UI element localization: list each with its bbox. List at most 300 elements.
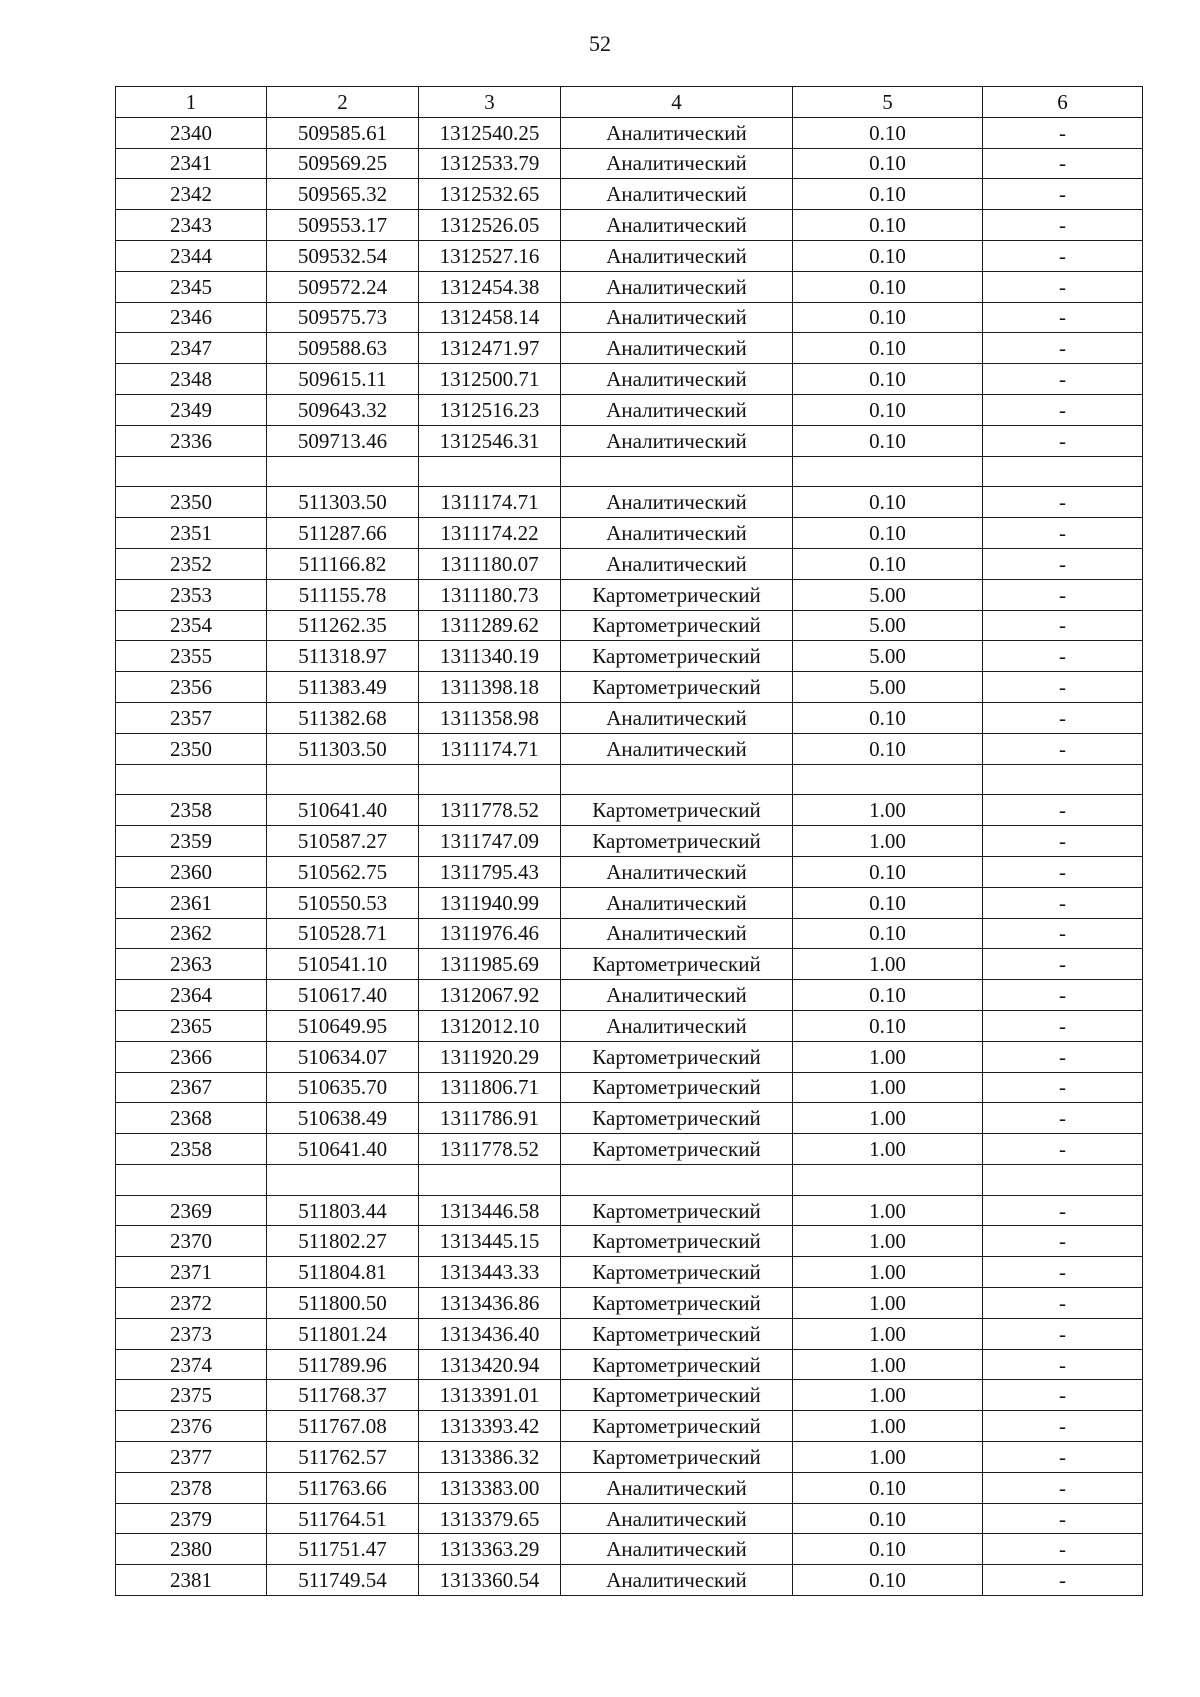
point-number-cell: 2365: [116, 1010, 267, 1041]
method-cell: Картометрический: [561, 1103, 793, 1134]
point-number-cell: 2344: [116, 240, 267, 271]
column-header: 5: [793, 87, 983, 118]
table-row: [116, 1134, 1143, 1165]
method-cell: Картометрический: [561, 949, 793, 980]
y-coordinate-cell: 1311976.46: [419, 918, 561, 949]
point-number-cell: 2336: [116, 425, 267, 456]
method-cell: Картометрический: [561, 1442, 793, 1473]
table-row: [116, 1010, 1143, 1041]
table-header-row: [116, 87, 1143, 118]
point-number-cell: 2341: [116, 148, 267, 179]
accuracy-cell: 0.10: [793, 548, 983, 579]
method-cell: Аналитический: [561, 980, 793, 1011]
table-row: [116, 1565, 1143, 1596]
note-cell: -: [983, 271, 1143, 302]
method-cell: Картометрический: [561, 1380, 793, 1411]
point-number-cell: 2350: [116, 733, 267, 764]
y-coordinate-cell: 1311747.09: [419, 826, 561, 857]
x-coordinate-cell: 511804.81: [267, 1257, 419, 1288]
accuracy-cell: 0.10: [793, 425, 983, 456]
y-coordinate-cell: 1312532.65: [419, 179, 561, 210]
table-row: [116, 733, 1143, 764]
point-number-cell: 2356: [116, 672, 267, 703]
note-cell: -: [983, 179, 1143, 210]
accuracy-cell: 0.10: [793, 1565, 983, 1596]
y-coordinate-cell: 1311358.98: [419, 702, 561, 733]
y-coordinate-cell: 1311786.91: [419, 1103, 561, 1134]
note-cell: -: [983, 795, 1143, 826]
table-row: [116, 518, 1143, 549]
table-row: [116, 425, 1143, 456]
x-coordinate-cell: 509532.54: [267, 240, 419, 271]
y-coordinate-cell: 1312516.23: [419, 394, 561, 425]
point-number-cell: 2378: [116, 1472, 267, 1503]
table-row: [116, 210, 1143, 241]
method-cell: Картометрический: [561, 1195, 793, 1226]
x-coordinate-cell: 509643.32: [267, 394, 419, 425]
x-coordinate-cell: 509572.24: [267, 271, 419, 302]
y-coordinate-cell: 1313393.42: [419, 1411, 561, 1442]
note-cell: -: [983, 1072, 1143, 1103]
table-row: [116, 702, 1143, 733]
x-coordinate-cell: 511287.66: [267, 518, 419, 549]
point-number-cell: 2358: [116, 795, 267, 826]
method-cell: Аналитический: [561, 179, 793, 210]
note-cell: -: [983, 1534, 1143, 1565]
table-row: [116, 1349, 1143, 1380]
method-cell: Картометрический: [561, 672, 793, 703]
point-number-cell: 2357: [116, 702, 267, 733]
table-row: [116, 117, 1143, 148]
table-row: [116, 949, 1143, 980]
x-coordinate-cell: [267, 1164, 419, 1195]
method-cell: Аналитический: [561, 302, 793, 333]
accuracy-cell: 1.00: [793, 1195, 983, 1226]
accuracy-cell: 0.10: [793, 179, 983, 210]
table-row: [116, 826, 1143, 857]
y-coordinate-cell: 1312533.79: [419, 148, 561, 179]
y-coordinate-cell: 1313363.29: [419, 1534, 561, 1565]
method-cell: Аналитический: [561, 1565, 793, 1596]
point-number-cell: [116, 764, 267, 795]
y-coordinate-cell: 1311398.18: [419, 672, 561, 703]
accuracy-cell: 0.10: [793, 1534, 983, 1565]
x-coordinate-cell: 510541.10: [267, 949, 419, 980]
x-coordinate-cell: 510649.95: [267, 1010, 419, 1041]
point-number-cell: 2367: [116, 1072, 267, 1103]
table-row: [116, 1072, 1143, 1103]
x-coordinate-cell: 509713.46: [267, 425, 419, 456]
x-coordinate-cell: 511768.37: [267, 1380, 419, 1411]
y-coordinate-cell: 1311940.99: [419, 887, 561, 918]
point-number-cell: 2369: [116, 1195, 267, 1226]
point-number-cell: 2346: [116, 302, 267, 333]
table-row: [116, 1472, 1143, 1503]
method-cell: Аналитический: [561, 148, 793, 179]
method-cell: Аналитический: [561, 918, 793, 949]
note-cell: -: [983, 887, 1143, 918]
x-coordinate-cell: 511801.24: [267, 1318, 419, 1349]
y-coordinate-cell: 1313445.15: [419, 1226, 561, 1257]
method-cell: Аналитический: [561, 733, 793, 764]
accuracy-cell: 0.10: [793, 1503, 983, 1534]
note-cell: -: [983, 1442, 1143, 1473]
point-number-cell: 2345: [116, 271, 267, 302]
note-cell: -: [983, 641, 1143, 672]
point-number-cell: 2381: [116, 1565, 267, 1596]
y-coordinate-cell: 1313436.40: [419, 1318, 561, 1349]
method-cell: Аналитический: [561, 271, 793, 302]
point-number-cell: 2358: [116, 1134, 267, 1165]
accuracy-cell: 1.00: [793, 1072, 983, 1103]
x-coordinate-cell: 511749.54: [267, 1565, 419, 1596]
y-coordinate-cell: 1312012.10: [419, 1010, 561, 1041]
table-row: [116, 364, 1143, 395]
note-cell: -: [983, 240, 1143, 271]
x-coordinate-cell: 511318.97: [267, 641, 419, 672]
method-cell: Аналитический: [561, 548, 793, 579]
point-number-cell: [116, 1164, 267, 1195]
y-coordinate-cell: 1313379.65: [419, 1503, 561, 1534]
point-number-cell: 2350: [116, 487, 267, 518]
note-cell: [983, 764, 1143, 795]
method-cell: Картометрический: [561, 1411, 793, 1442]
note-cell: -: [983, 1226, 1143, 1257]
table-row: [116, 1195, 1143, 1226]
point-number-cell: 2371: [116, 1257, 267, 1288]
point-number-cell: 2342: [116, 179, 267, 210]
method-cell: Картометрический: [561, 795, 793, 826]
y-coordinate-cell: 1312458.14: [419, 302, 561, 333]
column-header: 2: [267, 87, 419, 118]
point-number-cell: 2349: [116, 394, 267, 425]
y-coordinate-cell: 1312540.25: [419, 117, 561, 148]
method-cell: Картометрический: [561, 579, 793, 610]
note-cell: -: [983, 1565, 1143, 1596]
method-cell: Аналитический: [561, 394, 793, 425]
note-cell: -: [983, 1257, 1143, 1288]
accuracy-cell: 0.10: [793, 240, 983, 271]
accuracy-cell: 0.10: [793, 394, 983, 425]
y-coordinate-cell: 1313446.58: [419, 1195, 561, 1226]
y-coordinate-cell: 1311778.52: [419, 1134, 561, 1165]
note-cell: -: [983, 333, 1143, 364]
y-coordinate-cell: 1313420.94: [419, 1349, 561, 1380]
accuracy-cell: 1.00: [793, 1349, 983, 1380]
x-coordinate-cell: 511303.50: [267, 487, 419, 518]
table-body: [116, 117, 1143, 1595]
page-number: 52: [589, 31, 611, 56]
table-row: [116, 856, 1143, 887]
x-coordinate-cell: 511802.27: [267, 1226, 419, 1257]
method-cell: [561, 764, 793, 795]
x-coordinate-cell: [267, 764, 419, 795]
x-coordinate-cell: 510635.70: [267, 1072, 419, 1103]
x-coordinate-cell: 510528.71: [267, 918, 419, 949]
x-coordinate-cell: 511764.51: [267, 1503, 419, 1534]
x-coordinate-cell: 511166.82: [267, 548, 419, 579]
note-cell: -: [983, 1134, 1143, 1165]
x-coordinate-cell: 511303.50: [267, 733, 419, 764]
accuracy-cell: 1.00: [793, 1288, 983, 1319]
point-number-cell: 2380: [116, 1534, 267, 1565]
note-cell: -: [983, 148, 1143, 179]
note-cell: -: [983, 1411, 1143, 1442]
note-cell: -: [983, 579, 1143, 610]
note-cell: -: [983, 672, 1143, 703]
method-cell: Аналитический: [561, 117, 793, 148]
y-coordinate-cell: 1311778.52: [419, 795, 561, 826]
point-number-cell: 2343: [116, 210, 267, 241]
note-cell: -: [983, 1349, 1143, 1380]
table-row: [116, 795, 1143, 826]
table-row: [116, 148, 1143, 179]
x-coordinate-cell: 511789.96: [267, 1349, 419, 1380]
method-cell: Аналитический: [561, 333, 793, 364]
accuracy-cell: 0.10: [793, 148, 983, 179]
column-header: 1: [116, 87, 267, 118]
note-cell: -: [983, 1103, 1143, 1134]
accuracy-cell: 1.00: [793, 1134, 983, 1165]
method-cell: Картометрический: [561, 641, 793, 672]
method-cell: Аналитический: [561, 1472, 793, 1503]
y-coordinate-cell: 1311985.69: [419, 949, 561, 980]
note-cell: -: [983, 364, 1143, 395]
y-coordinate-cell: 1311806.71: [419, 1072, 561, 1103]
accuracy-cell: 1.00: [793, 826, 983, 857]
y-coordinate-cell: 1311795.43: [419, 856, 561, 887]
table-row: [116, 1380, 1143, 1411]
note-cell: -: [983, 1195, 1143, 1226]
point-number-cell: 2379: [116, 1503, 267, 1534]
table-row: [116, 487, 1143, 518]
table-row: [116, 1534, 1143, 1565]
table-row: [116, 1041, 1143, 1072]
y-coordinate-cell: 1313443.33: [419, 1257, 561, 1288]
note-cell: -: [983, 1288, 1143, 1319]
point-number-cell: 2362: [116, 918, 267, 949]
point-number-cell: 2347: [116, 333, 267, 364]
accuracy-cell: 1.00: [793, 1103, 983, 1134]
y-coordinate-cell: 1312526.05: [419, 210, 561, 241]
y-coordinate-cell: 1313436.86: [419, 1288, 561, 1319]
table-row: [116, 579, 1143, 610]
table-separator-row: [116, 456, 1143, 487]
note-cell: -: [983, 610, 1143, 641]
y-coordinate-cell: [419, 1164, 561, 1195]
table-row: [116, 1318, 1143, 1349]
table-row: [116, 1411, 1143, 1442]
accuracy-cell: 5.00: [793, 579, 983, 610]
method-cell: Аналитический: [561, 1503, 793, 1534]
point-number-cell: 2359: [116, 826, 267, 857]
accuracy-cell: 1.00: [793, 1380, 983, 1411]
y-coordinate-cell: [419, 456, 561, 487]
point-number-cell: 2373: [116, 1318, 267, 1349]
accuracy-cell: 1.00: [793, 1411, 983, 1442]
table-separator-row: [116, 1164, 1143, 1195]
point-number-cell: 2355: [116, 641, 267, 672]
y-coordinate-cell: 1311174.22: [419, 518, 561, 549]
point-number-cell: 2364: [116, 980, 267, 1011]
note-cell: -: [983, 702, 1143, 733]
method-cell: Картометрический: [561, 826, 793, 857]
point-number-cell: 2363: [116, 949, 267, 980]
accuracy-cell: 1.00: [793, 1318, 983, 1349]
method-cell: Картометрический: [561, 1288, 793, 1319]
y-coordinate-cell: 1313383.00: [419, 1472, 561, 1503]
table-row: [116, 1257, 1143, 1288]
method-cell: Аналитический: [561, 887, 793, 918]
x-coordinate-cell: 511763.66: [267, 1472, 419, 1503]
accuracy-cell: 1.00: [793, 949, 983, 980]
x-coordinate-cell: 510562.75: [267, 856, 419, 887]
method-cell: Аналитический: [561, 702, 793, 733]
accuracy-cell: 1.00: [793, 1257, 983, 1288]
method-cell: Аналитический: [561, 240, 793, 271]
note-cell: -: [983, 425, 1143, 456]
point-number-cell: 2376: [116, 1411, 267, 1442]
note-cell: [983, 456, 1143, 487]
coordinates-table: [115, 86, 1143, 1596]
method-cell: Картометрический: [561, 1257, 793, 1288]
note-cell: -: [983, 1380, 1143, 1411]
y-coordinate-cell: 1311180.07: [419, 548, 561, 579]
method-cell: Картометрический: [561, 1134, 793, 1165]
x-coordinate-cell: 509588.63: [267, 333, 419, 364]
note-cell: -: [983, 548, 1143, 579]
accuracy-cell: 0.10: [793, 918, 983, 949]
table-row: [116, 1288, 1143, 1319]
point-number-cell: 2372: [116, 1288, 267, 1319]
note-cell: -: [983, 394, 1143, 425]
accuracy-cell: 0.10: [793, 302, 983, 333]
x-coordinate-cell: 509565.32: [267, 179, 419, 210]
table-row: [116, 1503, 1143, 1534]
x-coordinate-cell: 511767.08: [267, 1411, 419, 1442]
table-separator-row: [116, 764, 1143, 795]
x-coordinate-cell: 510641.40: [267, 795, 419, 826]
note-cell: -: [983, 302, 1143, 333]
note-cell: -: [983, 1472, 1143, 1503]
method-cell: Картометрический: [561, 1072, 793, 1103]
point-number-cell: 2360: [116, 856, 267, 887]
y-coordinate-cell: 1311340.19: [419, 641, 561, 672]
note-cell: -: [983, 733, 1143, 764]
y-coordinate-cell: 1311174.71: [419, 487, 561, 518]
y-coordinate-cell: 1312067.92: [419, 980, 561, 1011]
accuracy-cell: 5.00: [793, 672, 983, 703]
point-number-cell: 2340: [116, 117, 267, 148]
accuracy-cell: 0.10: [793, 1472, 983, 1503]
accuracy-cell: 1.00: [793, 1041, 983, 1072]
table-row: [116, 548, 1143, 579]
note-cell: -: [983, 826, 1143, 857]
y-coordinate-cell: 1312454.38: [419, 271, 561, 302]
accuracy-cell: 0.10: [793, 518, 983, 549]
accuracy-cell: 0.10: [793, 333, 983, 364]
column-header: 6: [983, 87, 1143, 118]
table-row: [116, 887, 1143, 918]
y-coordinate-cell: 1312546.31: [419, 425, 561, 456]
method-cell: [561, 1164, 793, 1195]
table-row: [116, 918, 1143, 949]
table-row: [116, 302, 1143, 333]
x-coordinate-cell: 509615.11: [267, 364, 419, 395]
column-header: 4: [561, 87, 793, 118]
method-cell: Аналитический: [561, 1010, 793, 1041]
accuracy-cell: [793, 1164, 983, 1195]
y-coordinate-cell: 1311180.73: [419, 579, 561, 610]
table-row: [116, 1226, 1143, 1257]
method-cell: Аналитический: [561, 364, 793, 395]
method-cell: Аналитический: [561, 856, 793, 887]
point-number-cell: 2377: [116, 1442, 267, 1473]
accuracy-cell: 0.10: [793, 210, 983, 241]
note-cell: -: [983, 1041, 1143, 1072]
method-cell: [561, 456, 793, 487]
y-coordinate-cell: 1313360.54: [419, 1565, 561, 1596]
accuracy-cell: 0.10: [793, 117, 983, 148]
accuracy-cell: 0.10: [793, 733, 983, 764]
note-cell: -: [983, 1010, 1143, 1041]
x-coordinate-cell: 511803.44: [267, 1195, 419, 1226]
y-coordinate-cell: 1312500.71: [419, 364, 561, 395]
y-coordinate-cell: 1312471.97: [419, 333, 561, 364]
point-number-cell: 2374: [116, 1349, 267, 1380]
point-number-cell: 2368: [116, 1103, 267, 1134]
x-coordinate-cell: 511800.50: [267, 1288, 419, 1319]
method-cell: Аналитический: [561, 425, 793, 456]
method-cell: Картометрический: [561, 610, 793, 641]
accuracy-cell: 0.10: [793, 856, 983, 887]
table-row: [116, 333, 1143, 364]
point-number-cell: [116, 456, 267, 487]
note-cell: -: [983, 117, 1143, 148]
method-cell: Аналитический: [561, 1534, 793, 1565]
table-row: [116, 271, 1143, 302]
note-cell: [983, 1164, 1143, 1195]
point-number-cell: 2354: [116, 610, 267, 641]
accuracy-cell: 1.00: [793, 1226, 983, 1257]
table-row: [116, 1442, 1143, 1473]
accuracy-cell: 0.10: [793, 271, 983, 302]
y-coordinate-cell: 1313391.01: [419, 1380, 561, 1411]
method-cell: Аналитический: [561, 487, 793, 518]
accuracy-cell: 1.00: [793, 795, 983, 826]
note-cell: -: [983, 980, 1143, 1011]
x-coordinate-cell: 510641.40: [267, 1134, 419, 1165]
table-row: [116, 179, 1143, 210]
x-coordinate-cell: 511751.47: [267, 1534, 419, 1565]
note-cell: -: [983, 918, 1143, 949]
table-row: [116, 394, 1143, 425]
table-row: [116, 980, 1143, 1011]
point-number-cell: 2370: [116, 1226, 267, 1257]
x-coordinate-cell: 510638.49: [267, 1103, 419, 1134]
accuracy-cell: 0.10: [793, 1010, 983, 1041]
x-coordinate-cell: 511383.49: [267, 672, 419, 703]
x-coordinate-cell: 510617.40: [267, 980, 419, 1011]
note-cell: -: [983, 1318, 1143, 1349]
accuracy-cell: [793, 764, 983, 795]
accuracy-cell: 0.10: [793, 980, 983, 1011]
table-row: [116, 610, 1143, 641]
x-coordinate-cell: 509569.25: [267, 148, 419, 179]
method-cell: Аналитический: [561, 518, 793, 549]
accuracy-cell: 0.10: [793, 364, 983, 395]
method-cell: Картометрический: [561, 1318, 793, 1349]
